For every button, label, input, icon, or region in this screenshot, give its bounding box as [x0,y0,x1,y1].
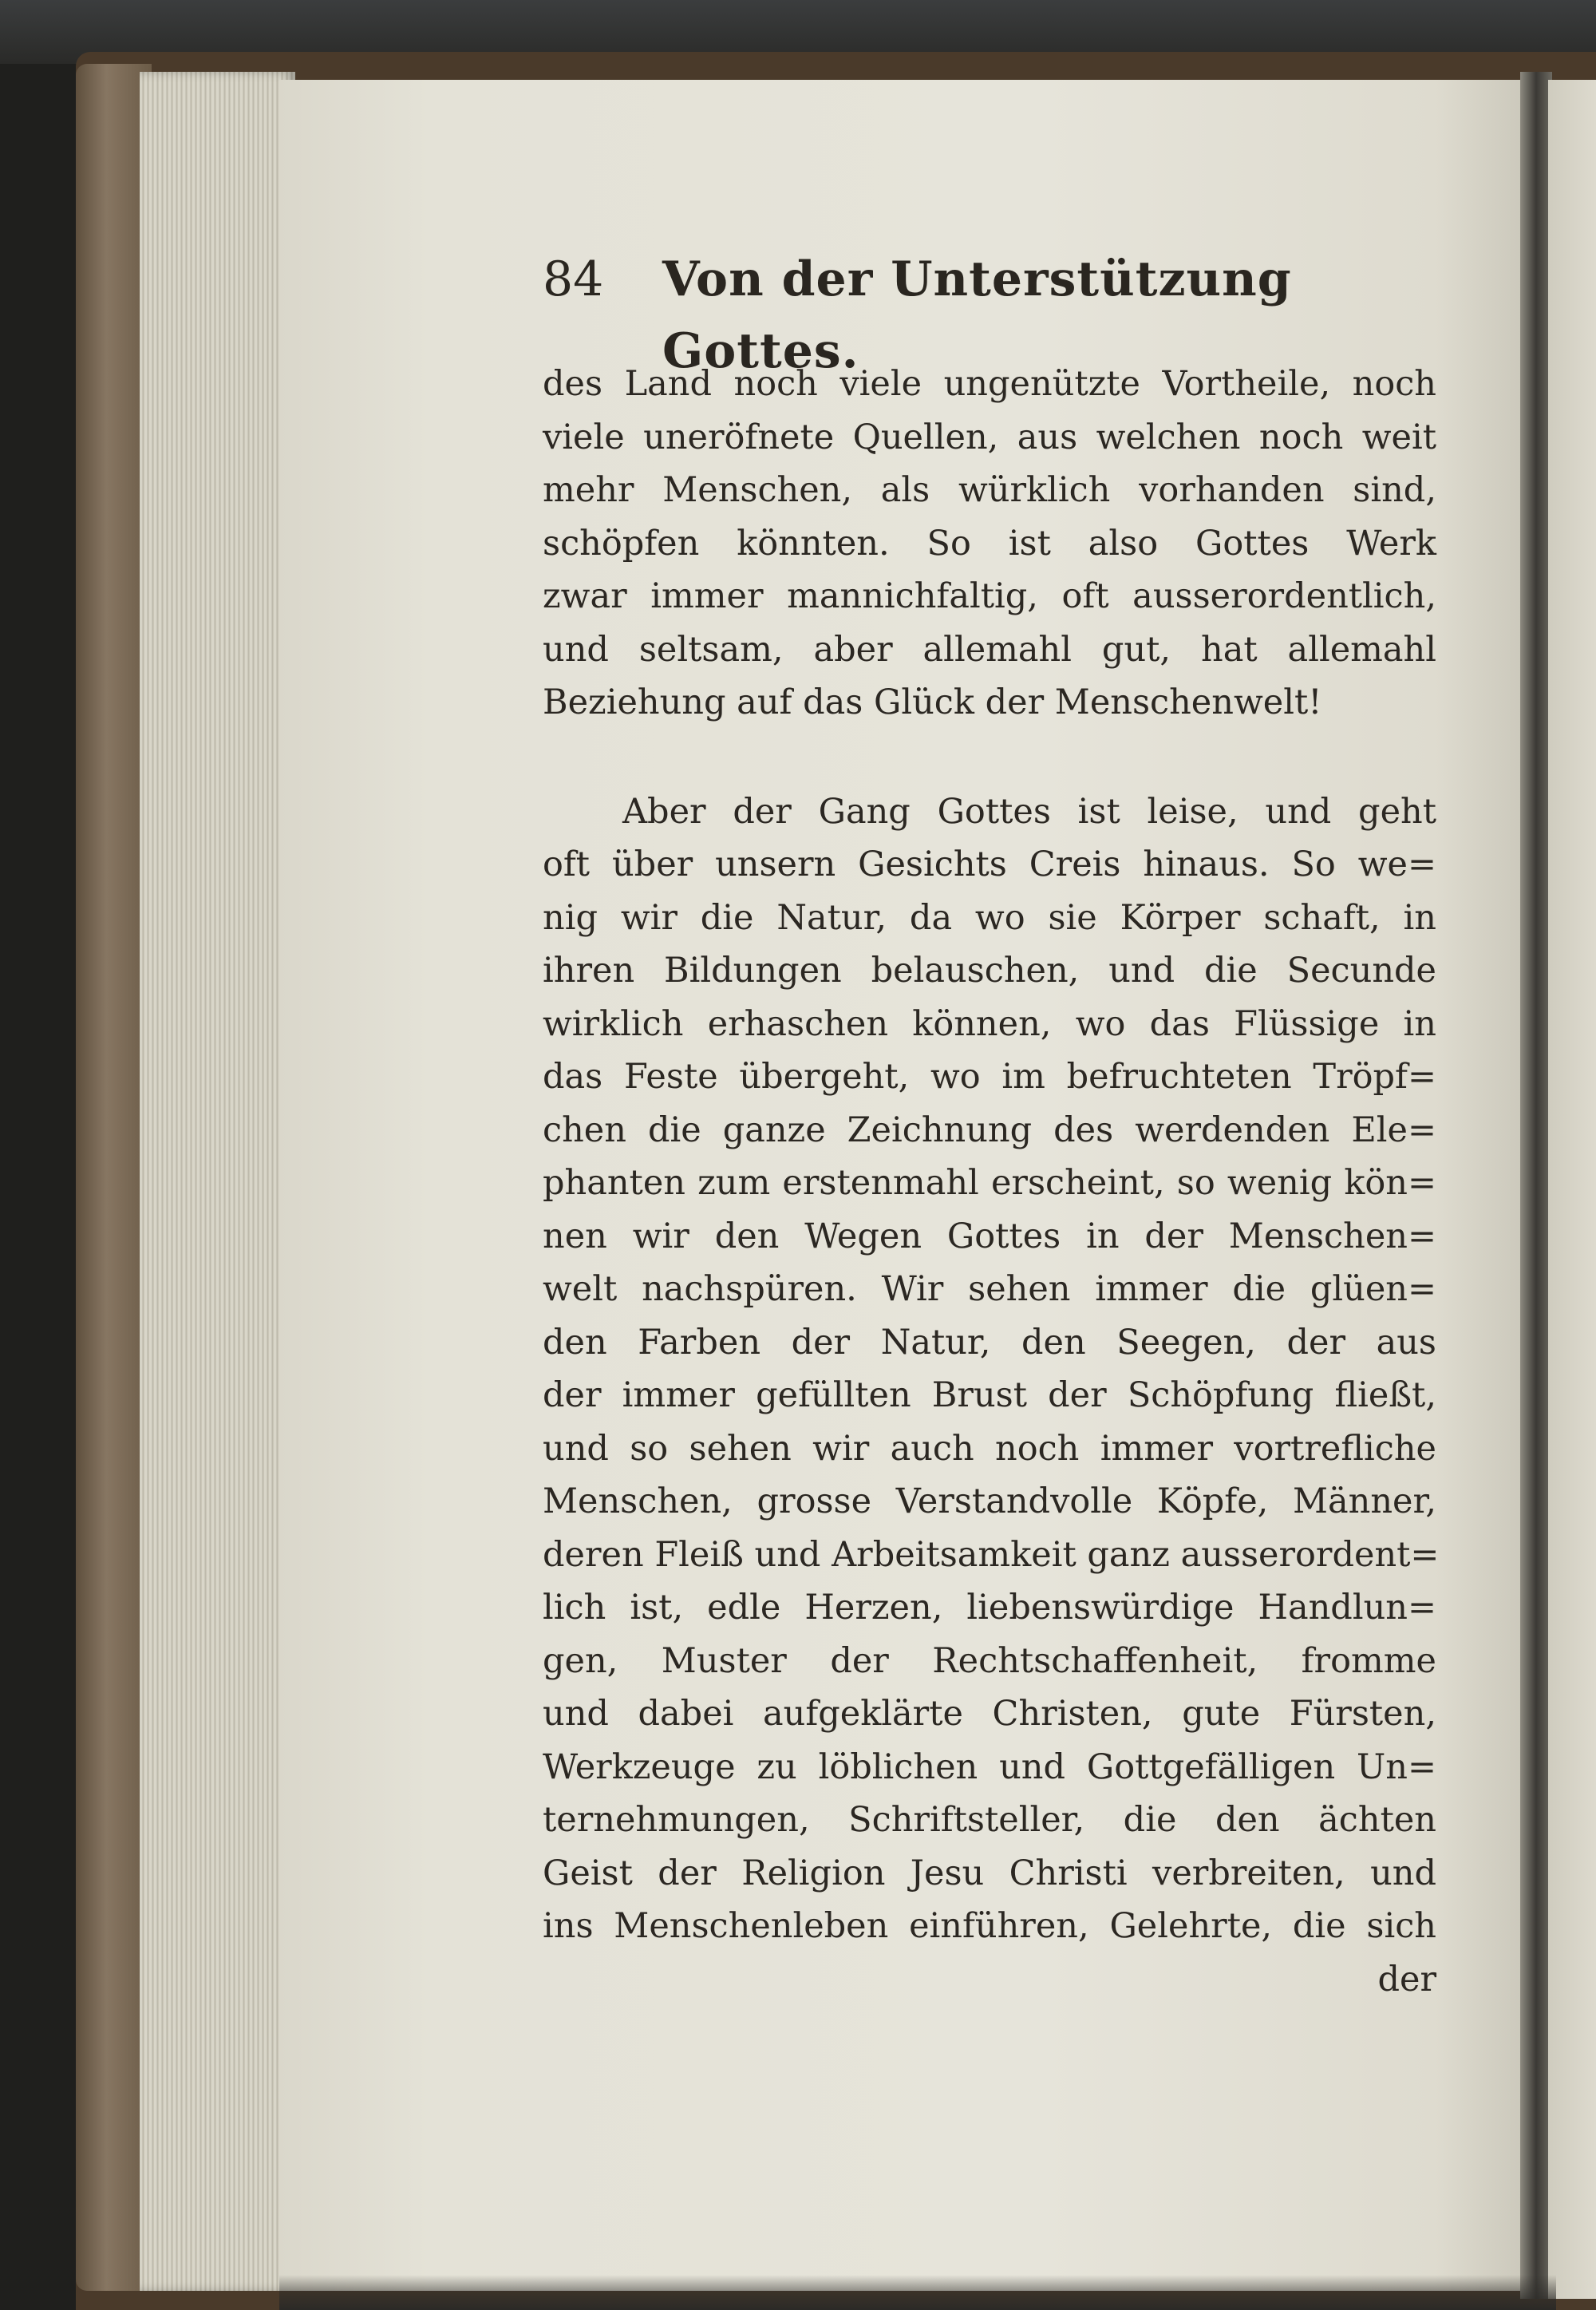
text-line: und seltsam, aber allemahl gut, hat allemahl [543,629,1436,670]
text-line: wirklich erhaschen können, wo das Flüssige in [543,1003,1436,1044]
text-line: nig wir die Natur, da wo sie Körper schaft, in [543,897,1436,938]
text-line: mehr Menschen, als würklich vorhanden sind, [543,470,1436,510]
text-line: Werkzeuge zu löblichen und Gottgefälligen Un= [543,1746,1436,1787]
text-line: des Land noch viele ungenützte Vortheile, noch [543,364,1436,404]
text-line: deren Fleiß und Arbeitsamkeit ganz ausserordent= [543,1534,1440,1575]
text-line: ternehmungen, Schriftsteller, die den ächten [543,1800,1436,1840]
text-line: oft über unsern Gesichts Creis hinaus. So we= [543,844,1436,884]
text-line: das Feste übergeht, wo im befruchteten Tröpf= [543,1057,1436,1097]
text-line: Geist der Religion Jesu Christi verbreiten, und [543,1853,1436,1893]
text-line: und so sehen wir auch noch immer vortrefliche [543,1428,1436,1469]
text-line: ins Menschenleben einführen, Gelehrte, die sich [543,1906,1436,1946]
text-line: nen wir den Wegen Gottes in der Menschen= [543,1216,1436,1256]
paragraph-1 [543,358,1436,730]
facing-page [1548,80,1596,2299]
text-line: lich ist, edle Herzen, liebenswürdige Handlun= [543,1588,1436,1628]
page-header [543,243,1341,379]
running-head: Von der Unterstützung Gottes. [662,251,1292,379]
body-text [543,358,1440,2006]
paragraph-2 [543,785,1440,2007]
catchword: der [1377,1959,1436,1999]
text-line: Aber der Gang Gottes ist leise, und geht [622,791,1436,832]
text-line: Beziehung auf das Glück der Menschenwelt! [543,682,1322,722]
text-line: welt nachspüren. Wir sehen immer die glüen= [543,1269,1436,1309]
text-line: und dabei aufgeklärte Christen, gute Fürsten, [543,1694,1436,1734]
text-line: phanten zum erstenmahl erscheint, so wenig kön= [543,1163,1436,1203]
text-line: gen, Muster der Rechtschaffenheit, fromme [543,1640,1436,1681]
page-number: 84 [543,251,604,307]
text-line: der immer gefüllten Brust der Schöpfung fließt, [543,1375,1436,1415]
bottom-shadow [279,2275,1556,2310]
page-edges [140,72,295,2291]
paragraph-gap [543,730,1436,785]
text-line: chen die ganze Zeichnung des werdenden Ele= [543,1110,1436,1150]
text-line: den Farben der Natur, den Seegen, der aus [543,1322,1436,1363]
text-line: Menschen, grosse Verstandvolle Köpfe, Männer, [543,1481,1436,1521]
text-line: ihren Bildungen belauschen, und die Secunde [543,951,1436,991]
text-line: schöpfen könnten. So ist also Gottes Werk [543,523,1436,564]
text-line: viele uneröfnete Quellen, aus welchen noch weit [543,417,1436,457]
text-line: zwar immer mannichfaltig, oft ausserordentlich, [543,576,1436,616]
book-gutter [1520,72,1552,2299]
